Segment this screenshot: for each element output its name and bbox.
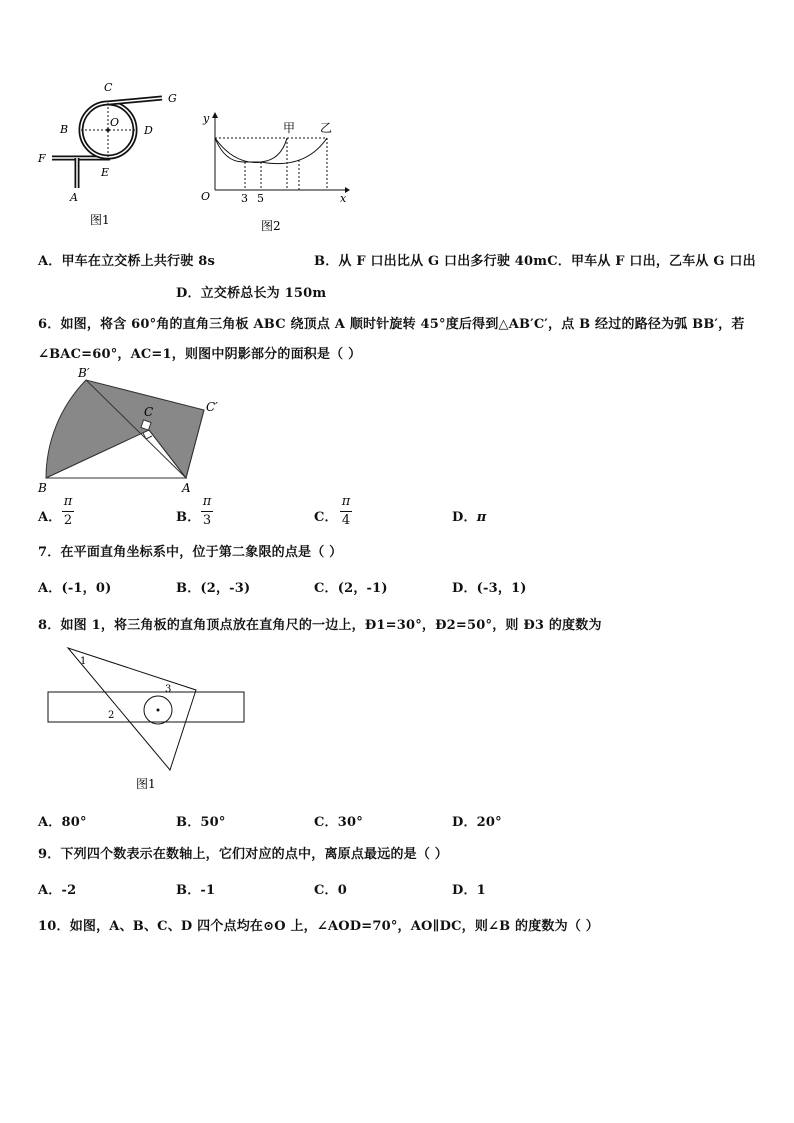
- label-E: E: [101, 166, 110, 179]
- label-jia: 甲: [283, 121, 296, 135]
- angle-3-label: 3: [165, 684, 172, 695]
- q6-option-a-letter[interactable]: A．: [38, 510, 62, 525]
- axis-x-label: x: [340, 192, 347, 205]
- q6-option-c-fraction[interactable]: [340, 494, 352, 529]
- q6-option-b-letter[interactable]: B．: [176, 510, 201, 525]
- q9-option-a[interactable]: A．-2: [38, 883, 77, 898]
- q9-option-c[interactable]: C．0: [314, 883, 347, 898]
- label-O: O: [110, 116, 120, 129]
- label-B: B: [38, 481, 47, 495]
- q9-option-d[interactable]: D．1: [452, 883, 486, 898]
- q5-option-b[interactable]: B．从 F 口出比从 G 口出多行驶 40mC．甲车从 F 口出，乙车从 G 口出: [314, 254, 756, 269]
- q7-option-b[interactable]: B．(2，-3): [176, 581, 251, 596]
- angle-2-label: 2: [108, 710, 115, 721]
- option-value: π: [476, 510, 487, 525]
- q6-option-d[interactable]: [452, 506, 486, 525]
- q6-figure: [34, 364, 234, 499]
- q8-stem: 8．如图 1，将三角板的直角顶点放在直角尺的一边上，Ð1=30°，Ð2=50°，则 Ð3 的度数为: [38, 618, 602, 633]
- q6-stem-line1: 6．如图，将含 60°角的直角三角板 ABC 绕顶点 A 顺时针旋转 45°度后得到△AB′C′，点 B 经过的路径为弧 BB′，若: [38, 317, 745, 332]
- q7-option-c[interactable]: C．(2，-1): [314, 581, 388, 596]
- label-C: C: [144, 405, 154, 419]
- figure-caption: 图1: [136, 777, 156, 791]
- origin-label: O: [201, 190, 211, 203]
- label-yi: 乙: [320, 121, 333, 135]
- q5-figure-2: [195, 108, 355, 238]
- q6-option-b-fraction[interactable]: [201, 494, 213, 529]
- q7-stem: 7．在平面直角坐标系中，位于第二象限的点是（ ）: [38, 545, 343, 560]
- q9-option-b[interactable]: B．-1: [176, 883, 216, 898]
- label-A: A: [70, 191, 78, 204]
- tick-3: 3: [241, 192, 248, 205]
- tick-5: 5: [257, 192, 264, 205]
- denominator: 4: [341, 513, 351, 528]
- q5-figure-1: [30, 78, 190, 238]
- label-G: G: [168, 92, 177, 105]
- figure-caption: 图2: [261, 219, 281, 233]
- q10-stem: 10．如图，A、B、C、D 四个点均在⊙O 上，∠AOD=70°，AO∥DC，则∠B 的度数为（ ）: [38, 919, 599, 934]
- q7-option-a[interactable]: A．(-1，0): [38, 581, 112, 596]
- q7-option-d[interactable]: D．(-3，1): [452, 581, 527, 596]
- angle-1-label: 1: [80, 656, 87, 667]
- label-F: F: [38, 152, 46, 165]
- denominator: 2: [63, 513, 73, 528]
- q5-option-d[interactable]: D．立交桥总长为 150m: [176, 286, 327, 301]
- axis-y-label: y: [203, 112, 210, 125]
- label-D: D: [144, 124, 153, 137]
- option-letter: D．: [452, 510, 477, 525]
- q6-option-c-letter[interactable]: C．: [314, 510, 338, 525]
- numerator: π: [63, 494, 73, 509]
- q8-option-b[interactable]: B．50°: [176, 815, 226, 830]
- q6-option-a-fraction[interactable]: [62, 494, 74, 529]
- numerator: π: [202, 494, 212, 509]
- q8-option-c[interactable]: C．30°: [314, 815, 363, 830]
- label-B: B: [60, 123, 69, 136]
- q8-figure: [40, 642, 255, 797]
- numerator: π: [341, 494, 351, 509]
- figure-caption: 图1: [90, 213, 110, 227]
- label-A: A: [182, 481, 191, 495]
- q9-stem: 9．下列四个数表示在数轴上，它们对应的点中，离原点最远的是（ ）: [38, 847, 448, 862]
- q5-option-a[interactable]: A．甲车在立交桥上共行驶 8s: [38, 254, 215, 269]
- label-C-prime: C′: [206, 400, 218, 414]
- label-C: C: [104, 81, 113, 94]
- q8-option-d[interactable]: D．20°: [452, 815, 502, 830]
- label-B-prime: B′: [78, 366, 90, 380]
- denominator: 3: [202, 513, 212, 528]
- q6-stem-line2: ∠BAC=60°，AC=1，则图中阴影部分的面积是（ ）: [38, 347, 362, 362]
- q8-option-a[interactable]: A．80°: [38, 815, 87, 830]
